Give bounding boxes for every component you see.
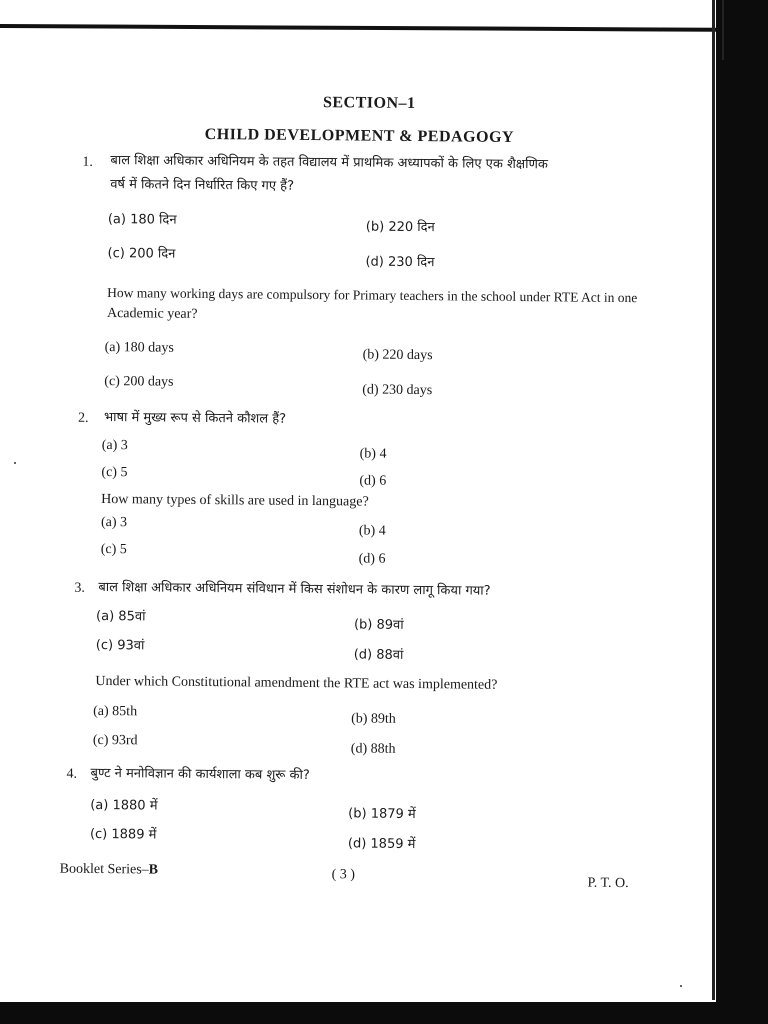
- option-c: (c) 5: [100, 541, 127, 558]
- question-text-hindi: वर्ष में कितने दिन निर्धारित किए गए हैं?: [110, 177, 295, 194]
- option-c: (c) 93वां: [95, 637, 145, 654]
- option-a: (a) 85th: [93, 703, 138, 720]
- option-a: (a) 1880 में: [90, 797, 158, 814]
- option-a: (a) 180 दिन: [107, 212, 177, 228]
- question-text-hindi: बुण्ट ने मनोविज्ञान की कार्यशाला कब शुरू की?: [90, 765, 310, 784]
- section-subtitle: CHILD DEVELOPMENT & PEDAGOGY: [204, 125, 515, 146]
- option-a: (a) 3: [101, 437, 128, 454]
- option-b: (b) 4: [359, 446, 387, 462]
- scan-border-right: [716, 0, 768, 1024]
- option-d: (d) 88th: [350, 741, 396, 757]
- question-number: 3.: [74, 580, 85, 596]
- option-a: (a) 85वां: [96, 608, 146, 625]
- option-b: (b) 4: [358, 523, 386, 539]
- option-b: (b) 220 days: [362, 347, 433, 364]
- pto-note: P. T. O.: [587, 875, 629, 892]
- option-c: (c) 200 days: [104, 374, 174, 390]
- option-c: (c) 93rd: [92, 732, 138, 749]
- option-d: (d) 1859 में: [347, 836, 416, 853]
- option-c: (c) 200 दिन: [107, 246, 176, 262]
- booklet-series-label: Booklet Series–: [59, 861, 149, 878]
- option-c: (c) 5: [101, 464, 128, 481]
- margin-rule-short: [722, 0, 724, 60]
- option-b: (b) 220 दिन: [365, 219, 435, 236]
- option-d: (d) 6: [359, 473, 387, 489]
- question-text-english: Academic year?: [106, 306, 198, 322]
- option-b: (b) 89th: [351, 711, 396, 727]
- option-a: (a) 3: [100, 514, 128, 531]
- question-text-english: How many working days are compulsory for Primary teachers in the school under RTE Act in one: [107, 285, 638, 306]
- option-d: (d) 230 दिन: [365, 254, 435, 271]
- option-d: (d) 230 days: [362, 382, 433, 399]
- option-a: (a) 180 days: [104, 340, 174, 356]
- question-text-english: How many types of skills are used in language?: [101, 491, 369, 510]
- option-b: (b) 89वां: [353, 617, 404, 633]
- question-text-hindi: बाल शिक्षा अधिकार अधिनियम संविधान में किस संशोधन के कारण लागू किया गया?: [98, 579, 491, 599]
- option-d: (d) 6: [358, 551, 386, 567]
- question-number: 2.: [77, 410, 89, 426]
- booklet-series: [60, 862, 159, 879]
- question-text-hindi: बाल शिक्षा अधिकार अधिनियम के तहत विद्यालय में प्राथमिक अध्यापकों के लिए एक शैक्षणिक: [110, 153, 548, 173]
- question-text-hindi: भाषा में मुख्य रूप से कितने कौशल हैं?: [103, 410, 287, 427]
- question-text-english: Under which Constitutional amendment the RTE act was implemented?: [95, 673, 498, 693]
- question-number: 4.: [66, 766, 78, 782]
- page-number: ( 3 ): [331, 867, 356, 883]
- option-c: (c) 1889 में: [89, 826, 157, 843]
- booklet-series-letter: B: [148, 862, 159, 878]
- question-number: 1.: [82, 154, 94, 170]
- option-b: (b) 1879 में: [348, 806, 416, 823]
- section-title: SECTION–1: [322, 94, 416, 112]
- option-d: (d) 88वां: [353, 647, 404, 663]
